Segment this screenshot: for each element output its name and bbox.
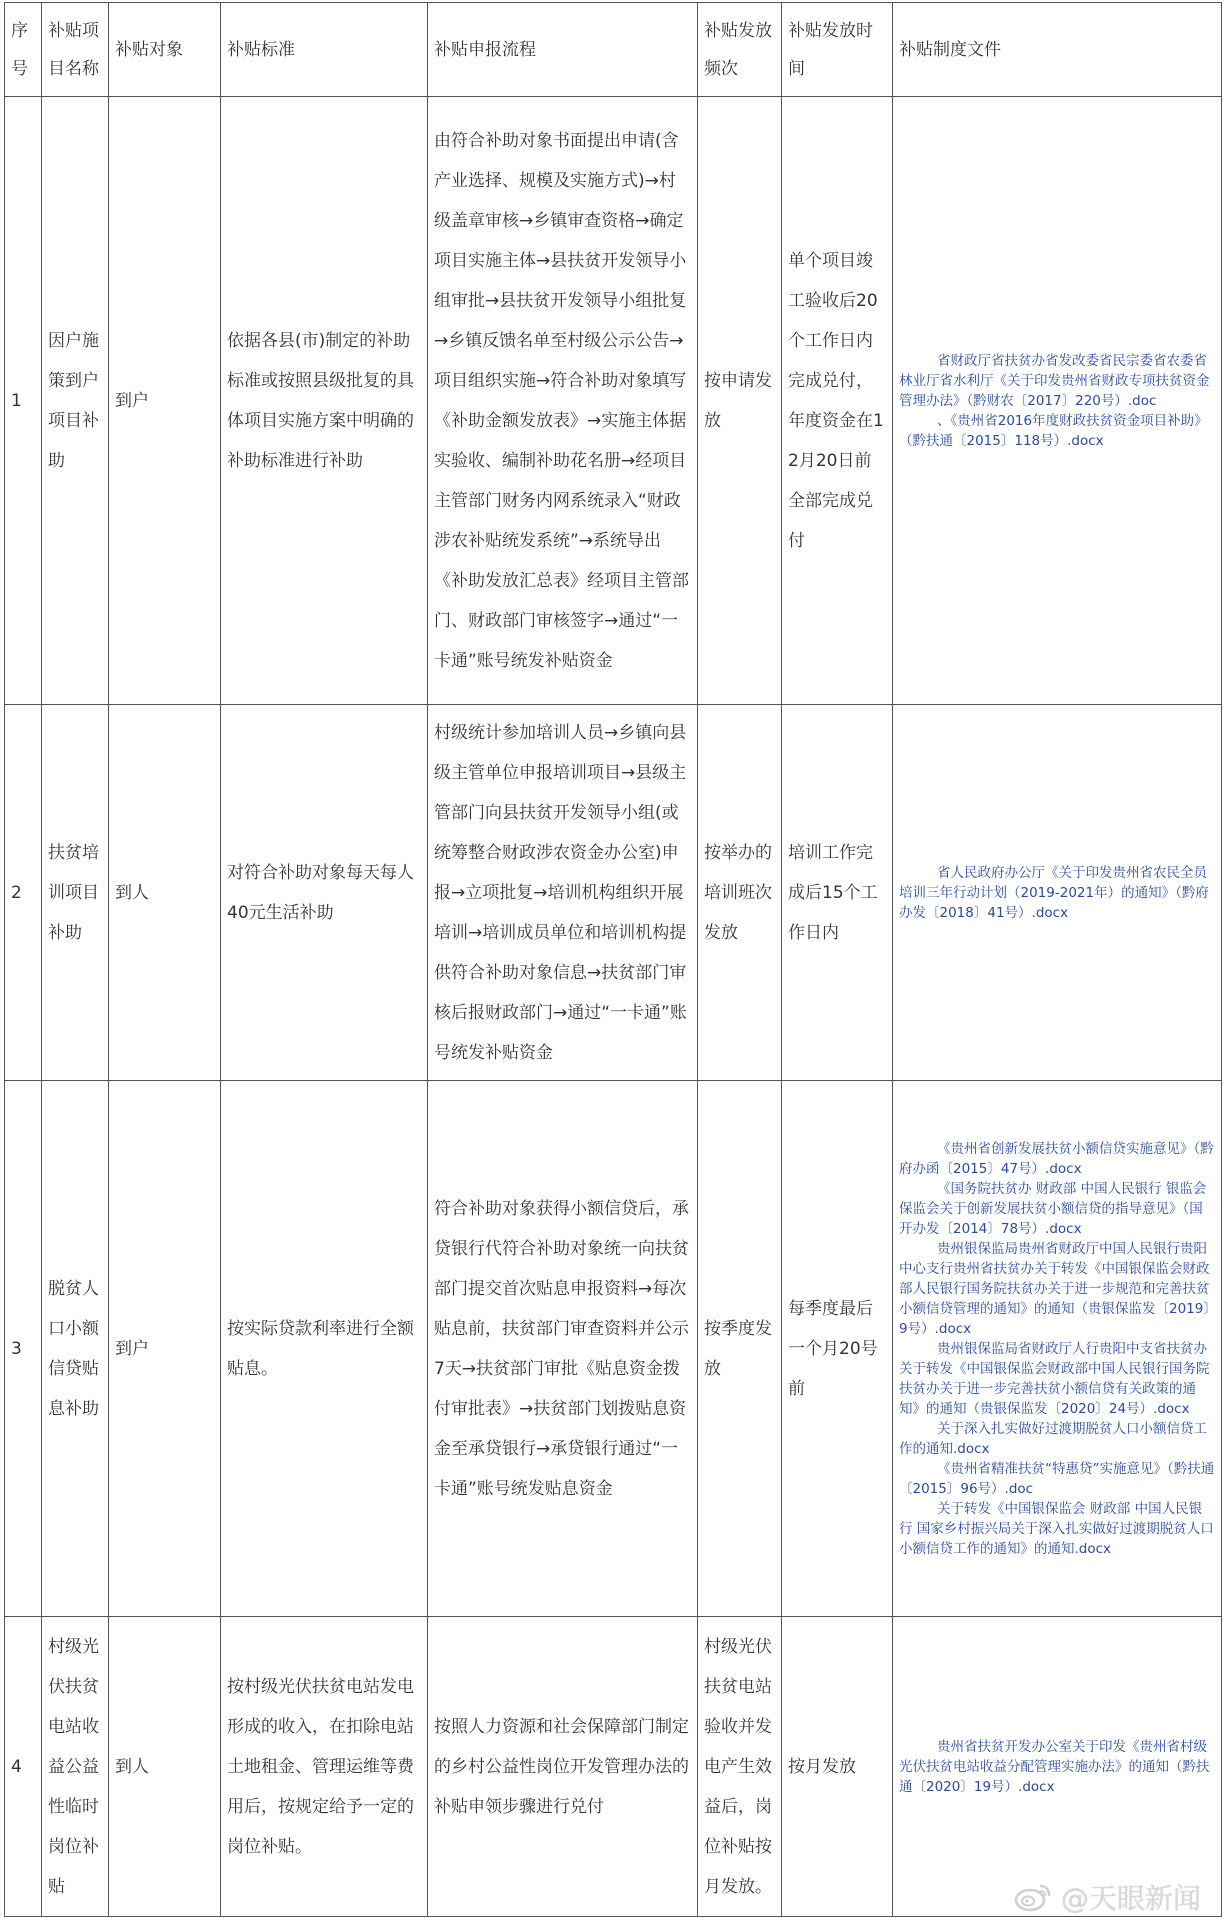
cell-no: 2 (5, 705, 42, 1081)
cell-process: 由符合补助对象书面提出申请(含产业选择、规模及实施方式)→村级盖章审核→乡镇审查资格→确定项目实施主体→县扶贫开发领导小组审批→县扶贫开发领导小组批复→乡镇反馈名单至村级公示公告→项目组织实施→符合补助对象填写《补助金额发放表》→实施主体据实验收、编制补助花名册→经项目主管部门财务内网系统录入“财政涉农补贴统发系统”→系统导出《补助发放汇总表》经项目主管部门、财政部门审核签字→通过“一卡通”账号统发补贴资金 (428, 97, 698, 705)
table-row (5, 1081, 1222, 1617)
table-row (5, 705, 1222, 1081)
header-target: 补贴对象 (109, 3, 221, 97)
cell-docs (893, 97, 1222, 705)
doc-link[interactable]: 省财政厅省扶贫办省发改委省民宗委省农委省林业厅省水利厅《关于印发贵州省财政专项扶贫资金管理办法》（黔财农〔2017〕220号）.doc (899, 352, 1210, 409)
header-process: 补贴申报流程 (428, 3, 698, 97)
table-row (5, 1617, 1222, 1917)
cell-process: 符合补助对象获得小额信贷后，承贷银行代符合补助对象统一向扶贫部门提交首次贴息申报资料→每次贴息前，扶贫部门审查资料并公示7天→扶贫部门审批《贴息资金拨付审批表》→扶贫部门划拨贴息资金至承贷银行→承贷银行通过“一卡通”账号统发贴息资金 (428, 1081, 698, 1617)
cell-target: 到人 (109, 705, 221, 1081)
doc-link[interactable]: 省人民政府办公厅《关于印发贵州省农民全员培训三年行动计划（2019-2021年）的通知》（黔府办发〔2018〕41号）.docx (899, 864, 1209, 921)
cell-no: 1 (5, 97, 42, 705)
cell-docs (893, 1081, 1222, 1617)
cell-docs (893, 705, 1222, 1081)
cell-frequency: 按申请发放 (698, 97, 782, 705)
cell-name: 村级光伏扶贫电站收益公益性临时岗位补贴 (42, 1617, 109, 1917)
table-header-row (5, 3, 1222, 97)
cell-no: 4 (5, 1617, 42, 1917)
doc-link[interactable]: 《国务院扶贫办 财政部 中国人民银行 银监会 保监会关于创新发展扶贫小额信贷的指导意见》（国开办发〔2014〕78号）.docx (899, 1180, 1207, 1237)
doc-link[interactable]: 贵州省扶贫开发办公室关于印发《贵州省村级光伏扶贫电站收益分配管理实施办法》的通知（黔扶通〔2020〕19号）.docx (899, 1738, 1210, 1795)
cell-target: 到户 (109, 97, 221, 705)
header-no: 序号 (5, 3, 42, 97)
doc-link[interactable]: 《贵州省精准扶贫“特惠贷”实施意见》（黔扶通〔2015〕96号）.doc (899, 1460, 1215, 1497)
doc-link[interactable]: 贵州银保监局贵州省财政厅中国人民银行贵阳中心支行贵州省扶贫办关于转发《中国银保监会财政部人民银行国务院扶贫办关于进一步规范和完善扶贫小额信贷管理的通知》的通知（贵银保监发〔2019〕9号）.docx (899, 1240, 1211, 1337)
cell-standard: 依据各县(市)制定的补助标准或按照县级批复的具体项目实施方案中明确的补助标准进行补助 (221, 97, 428, 705)
cell-frequency: 村级光伏扶贫电站验收并发电产生效益后，岗位补贴按月发放。 (698, 1617, 782, 1917)
cell-standard: 按村级光伏扶贫电站发电形成的收入，在扣除电站土地租金、管理运维等费用后，按规定给予一定的岗位补贴。 (221, 1617, 428, 1917)
cell-name: 扶贫培训项目补助 (42, 705, 109, 1081)
cell-frequency: 按举办的培训班次发放 (698, 705, 782, 1081)
cell-name: 因户施策到户项目补助 (42, 97, 109, 705)
cell-time: 培训工作完成后15个工作日内 (782, 705, 893, 1081)
header-time: 补贴发放时间 (782, 3, 893, 97)
cell-standard: 按实际贷款利率进行全额贴息。 (221, 1081, 428, 1617)
table-row (5, 97, 1222, 705)
cell-target: 到户 (109, 1081, 221, 1617)
doc-link[interactable]: 贵州银保监局省财政厅人行贵阳中支省扶贫办关于转发《中国银保监会财政部中国人民银行国务院扶贫办关于进一步完善扶贫小额信贷有关政策的通知》的通知（贵银保监发〔2020〕24号）.docx (899, 1340, 1210, 1417)
watermark (1013, 1877, 1201, 1917)
cell-frequency: 按季度发放 (698, 1081, 782, 1617)
cell-process: 按照人力资源和社会保障部门制定的乡村公益性岗位开发管理办法的补贴申领步骤进行兑付 (428, 1617, 698, 1917)
cell-name: 脱贫人口小额信贷贴息补助 (42, 1081, 109, 1617)
cell-process: 村级统计参加培训人员→乡镇向县级主管单位申报培训项目→县级主管部门向县扶贫开发领导小组(或统筹整合财政涉农资金办公室)申报→立项批复→培训机构组织开展培训→培训成员单位和培训机构提供符合补助对象信息→扶贫部门审核后报财政部门→通过“一卡通”账号统发补贴资金 (428, 705, 698, 1081)
subsidy-table (4, 2, 1222, 1917)
doc-link[interactable]: 《贵州省创新发展扶贫小额信贷实施意见》（黔府办函〔2015〕47号）.docx (899, 1140, 1214, 1177)
cell-no: 3 (5, 1081, 42, 1617)
weibo-icon (1013, 1882, 1053, 1912)
doc-link[interactable]: 关于深入扎实做好过渡期脱贫人口小额信贷工作的通知.docx (899, 1420, 1207, 1457)
cell-time: 按月发放 (782, 1617, 893, 1917)
header-name: 补贴项目名称 (42, 3, 109, 97)
cell-target: 到人 (109, 1617, 221, 1917)
cell-standard: 对符合补助对象每天每人40元生活补助 (221, 705, 428, 1081)
watermark-text: @天眼新闻 (1060, 1882, 1201, 1915)
header-docs: 补贴制度文件 (893, 3, 1222, 97)
doc-link[interactable]: 关于转发《中国银保监会 财政部 中国人民银行 国家乡村振兴局关于深入扎实做好过渡期脱贫人口小额信贷工作的通知》的通知.docx (899, 1500, 1214, 1557)
cell-time: 单个项目竣工验收后20个工作日内完成兑付，年度资金在12月20日前全部完成兑付 (782, 97, 893, 705)
header-standard: 补贴标准 (221, 3, 428, 97)
doc-link[interactable]: 、《贵州省2016年度财政扶贫资金项目补助》（黔扶通〔2015〕118号）.docx (899, 412, 1208, 449)
cell-docs (893, 1617, 1222, 1917)
cell-time: 每季度最后一个月20号前 (782, 1081, 893, 1617)
header-frequency: 补贴发放频次 (698, 3, 782, 97)
